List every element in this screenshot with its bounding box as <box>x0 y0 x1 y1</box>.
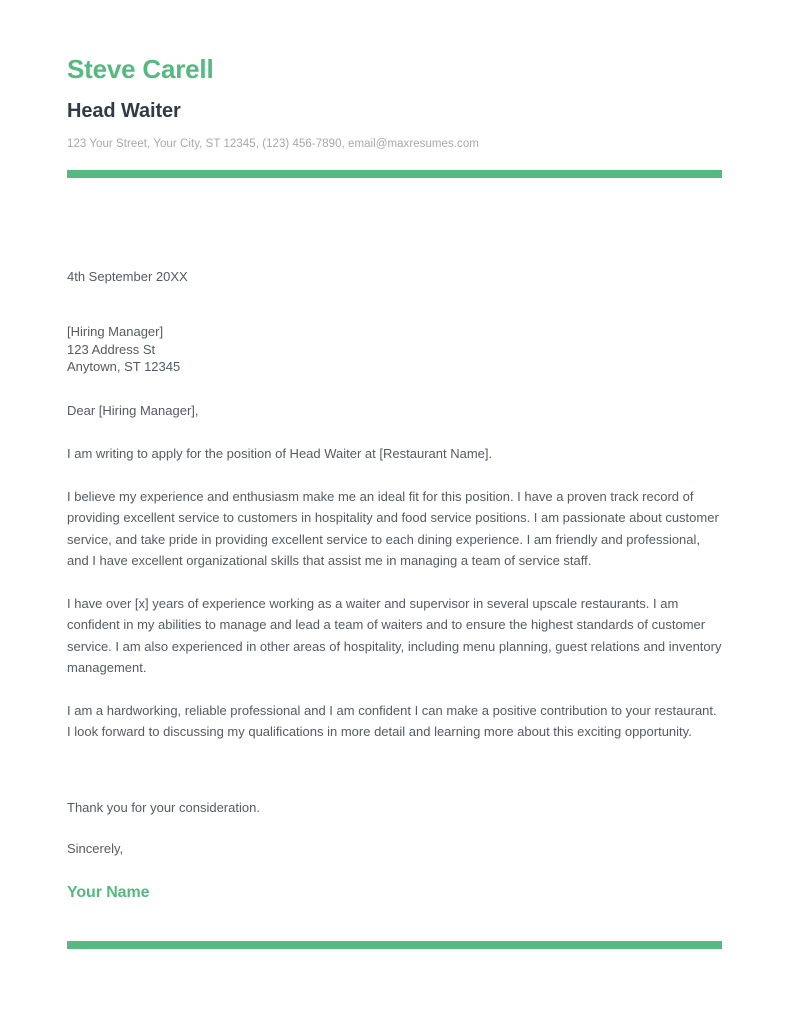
applicant-contact-line: 123 Your Street, Your City, ST 12345, (123) 456-7890, email@maxresumes.com <box>67 137 479 150</box>
recipient-address-block <box>67 323 722 376</box>
recipient-line-2: 123 Address St <box>67 341 156 357</box>
footer-divider-wrapper <box>67 941 722 949</box>
letter-salutation: Dear [Hiring Manager], <box>67 402 199 418</box>
letter-header <box>67 0 722 152</box>
letter-sign-off: Sincerely, <box>67 841 124 857</box>
letter-body-paragraph-3: I am a hardworking, reliable professional and I am confident I can make a positive contribution to your restaurant. I look forward to discussing my qualifications in more detail and learning more about this exciting opportunity. <box>67 702 717 740</box>
letter-opening-paragraph: I am writing to apply for the position of Head Waiter at [Restaurant Name]. <box>67 446 493 462</box>
footer-divider-bar <box>67 941 722 949</box>
header-divider-bar <box>67 170 722 178</box>
letter-body <box>67 266 722 904</box>
letter-body-paragraph-2: I have over [x] years of experience working as a waiter and supervisor in several upscale restaurants. I am confident in my abilities to manage and lead a team of waiters and to ensure the highest standards of customer service. I am also experienced in other areas of hospitality, including menu planning, guest relations and inventory management. <box>67 595 722 676</box>
recipient-line-1: [Hiring Manager] <box>67 324 164 340</box>
applicant-name: Steve Carell <box>67 54 214 84</box>
letter-content-column <box>67 0 722 949</box>
applicant-job-title: Head Waiter <box>67 99 181 122</box>
letter-signature-name: Your Name <box>67 883 150 901</box>
letter-thanks-line: Thank you for your consideration. <box>67 799 260 815</box>
recipient-line-3: Anytown, ST 12345 <box>67 359 181 375</box>
letter-date: 4th September 20XX <box>67 268 188 284</box>
letter-body-paragraph-1: I believe my experience and enthusiasm make me an ideal fit for this position. I have a proven track record of providing excellent service to customers in hospitality and food service positions. I am passionate about customer service, and take pride in providing excellent service to each dining experience. I am friendly and professional, and I have excellent organizational skills that assist me in managing a team of service staff. <box>67 488 719 569</box>
letter-closing-block <box>67 797 722 904</box>
